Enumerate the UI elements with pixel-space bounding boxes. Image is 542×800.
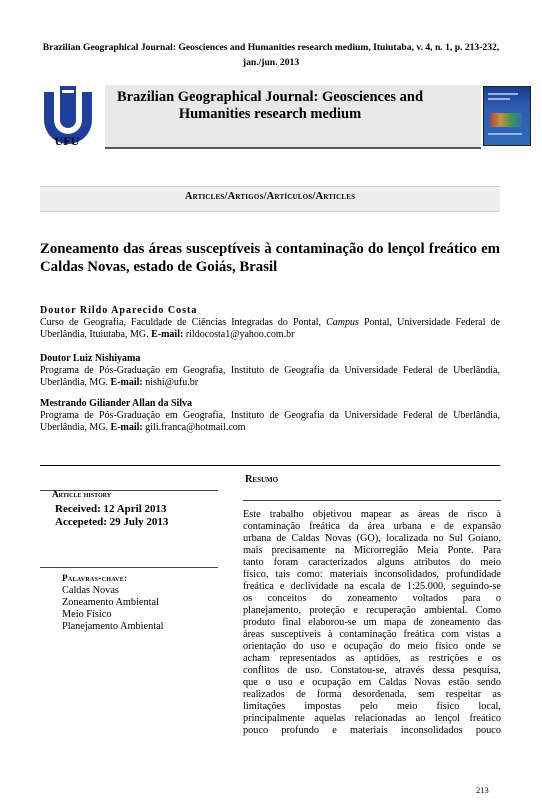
page-number: 213 [476, 785, 489, 795]
keyword-item: Zoneamento Ambiental [62, 597, 159, 608]
abstract-line: freática e declividade na escala de 1:25.000, seguindo-se [243, 581, 501, 592]
received-date: Received: 12 April 2013 [55, 503, 167, 515]
abstract-line: que o uso e ocupação em Caldas Novas estão sendo [243, 677, 501, 688]
abstract-line: conflitos de uso. Constatou-se, através dessa pesquisa, [243, 665, 501, 676]
ufu-logo-text: UFU [54, 134, 80, 148]
author-affiliation: Programa de Pós-Graduação em Geografia, Instituto de Geografia da Universidade Federal de Uberlândia, Uberlândia, MG. E-mail: gili.franca@hotmail.com [40, 410, 500, 433]
author-block [40, 398, 500, 434]
accepted-date: Accepeted: 29 July 2013 [55, 516, 169, 528]
abstract-line: físico, tais como: materiais inconsolidados, profundidade [243, 569, 501, 580]
abstract-line: limitações impostas pelo meio físico local, [243, 701, 501, 712]
abstract-line: realizados de forma desordenada, sem respeitar as [243, 689, 501, 700]
keyword-item: Planejamento Ambiental [62, 621, 164, 632]
abstract-rule [243, 500, 501, 501]
abstract-line: Este trabalho objetivou mapear as áreas de risco à [243, 509, 501, 520]
author-name: Doutor Luiz Nishiyama [40, 353, 141, 364]
email-label: E-mail: [110, 377, 143, 388]
author-email[interactable]: gili.franca@hotmail.com [142, 422, 246, 433]
journal-cover-thumbnail [483, 86, 531, 146]
abstract-line: urbana de Caldas Novas (GO), localizada no Sul Goiano, [243, 533, 501, 544]
article-history-heading: Article history [52, 489, 112, 499]
author-email[interactable]: nishi@ufu.br [142, 377, 199, 388]
author-affiliation: Curso de Geografia, Faculdade de Ciências Integradas do Pontal, Campus Pontal, Universidade Federal de Uberlândia, Ituiutaba, MG. E-mail: rildocosta1@yahoo.com.br [40, 317, 501, 340]
abstract-line: contaminação freática da área urbana e de expansão [243, 521, 501, 532]
abstract-body [243, 509, 501, 737]
abstract-line: áreas susceptíveis à contaminação freática com vistas a [243, 629, 501, 640]
keywords-list [62, 585, 164, 633]
keyword-item: Caldas Novas [62, 585, 119, 596]
abstract-line: produto final elaborou-se um mapa de zoneamento das [243, 617, 501, 628]
abstract-line: pouco profundo e materiais inconsolidados pouco [243, 725, 501, 736]
author-email[interactable]: rildocosta1@yahoo.com.br [183, 329, 295, 340]
article-title: Zoneamento das áreas susceptíveis à contaminação do lençol freático em Caldas Novas, estado de Goiás, Brasil [40, 241, 500, 275]
keywords-rule [40, 567, 218, 568]
abstract-line: tanto foram caracterizados alguns atributos do meio [243, 557, 501, 568]
abstract-line: mais precisamente na Microrregião Meia Ponte. Para [243, 545, 501, 556]
article-dates [55, 503, 168, 529]
abstract-line: orientação do uso e ocupação do meio físico onde se [243, 641, 501, 652]
email-label: E-mail: [110, 422, 143, 433]
abstract-heading: Resumo [245, 474, 279, 485]
journal-citation: Brazilian Geographical Journal: Geosciences and Humanities research medium, Ituiutaba, v. 4, n. 1, p. 213-232, jan./jun. 2013 [42, 42, 500, 68]
section-label: Articles/Artigos/Artículos/Articles [184, 191, 356, 202]
author-affiliation: Programa de Pós-Graduação em Geografia, Instituto de Geografia da Universidade Federal de Uberlândia, Uberlândia, MG. E-mail: nishi@ufu.br [40, 365, 500, 388]
abstract-line: planejamento, proteção e recuperação ambiental. Como [243, 605, 501, 616]
abstract-line: principalmente aquelas relacionadas ao lençol freático [243, 713, 501, 724]
keywords-heading: Palavras-chave: [62, 573, 128, 583]
section-divider [40, 465, 500, 466]
journal-title: Brazilian Geographical Journal: Geosciences and Humanities research medium [116, 89, 424, 122]
author-name: Doutor Rildo Aparecido Costa [40, 305, 198, 316]
abstract-line: os conceitos do zoneamento voltados para o [243, 593, 501, 604]
author-block [40, 305, 500, 341]
author-name: Mestrando Giliander Allan da Silva [40, 398, 193, 409]
keyword-item: Meio Físico [62, 609, 112, 620]
abstract-line: acham representados as aptidões, as restrições e os [243, 653, 501, 664]
author-block [40, 353, 500, 389]
email-label: E-mail: [151, 329, 184, 340]
